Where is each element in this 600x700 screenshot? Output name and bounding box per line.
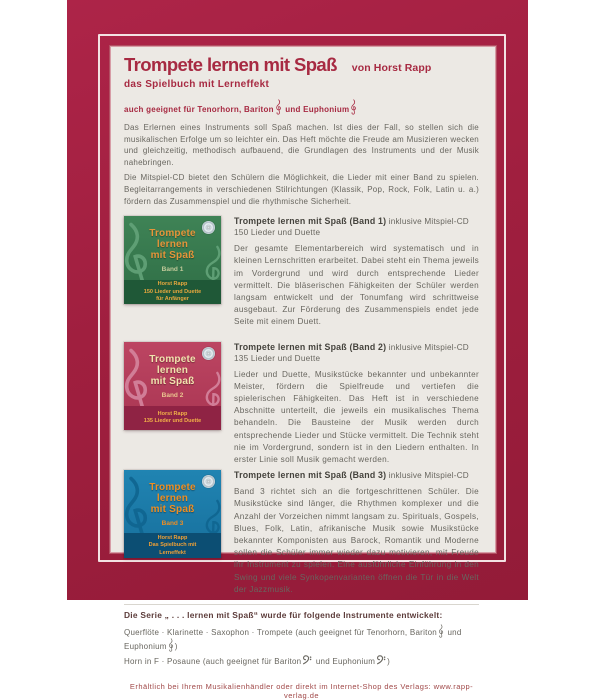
band2-description: Lieder und Duette, Musikstücke bekannter und unbekannter Meister, fördern die Spielfreude und vertiefen die spielerischen Fähigkeiten. Das Heft ist in verschiedene Abschnitte unterteilt, die jeweils ein musikalisches Thema behandeln. Die Bausteine der Musik werden durch entsprechende Lieder und Stücke vermittelt. Die Technik steht nie im Vordergrund, sondern ist in den Liedern enthalten. In erster Linie soll Musik gemacht werden. [234,369,479,464]
band2-section [124,342,479,467]
band2-cover-thumbnail [124,342,221,430]
band2-subheading: 135 Lieder und Duette [234,353,321,363]
divider-line [124,604,479,605]
band1-description: Der gesamte Elementarbereich wird systematisch und in kleinen Lernschritten erarbeitet. Dabei steht ein Thema jeweils im Vordergrund und wird durch entsprechende Lieder vermittelt. Die bläserischen Fähigkeiten der Schüler werden langsam entwickelt und der Tonumfang wird schrittweise ausgebaut. Zur Förderung des Zusammenspiels endet jede Seite mit einem Duett. [234,244,479,327]
treble-clef-icon [168,638,174,652]
cover-footer: Horst Rapp 135 Lieder und Duette [124,406,221,430]
treble-clef-icon [275,99,282,115]
band3-section [124,470,479,596]
cover-title: Trompete lernen mit Spaß [149,353,196,387]
treble-clef-icon [438,624,444,638]
cover-footer: Horst Rapp 150 Lieder und Duette für Anfänger [124,280,221,304]
intro-paragraph: Das Erlernen eines Instruments soll Spaß machen. Ist dies der Fall, so stellen sich die musikalischen Erfolge um so leichter ein. Das Heft möchte die Freude am Musizieren wecken und gleichzeitig, methodisch aufbauend, die Grundlagen des Instruments und der Musik nahebringen. [124,123,479,167]
intro-paragraph: Die Mitspiel-CD bietet den Schülern die Möglichkeit, die Lieder mit einer Band zu spielen. Begleitarrangements in verschiedenen Stilrichtungen (Klassik, Pop, Rock, Folk, Latin u. a.) fördern das Zusammenspiel und die rhythmische Sicherheit. [124,173,479,206]
series-instruments-line2: Horn in F · Posaune (auch geeignet für Bariton und Euphonium ) [124,657,391,667]
cover-title: Trompete lernen mit Spaß [149,228,196,262]
book-back-cover [67,0,528,700]
book-title: Trompete lernen mit Spaß [124,54,337,75]
band1-section [124,216,479,328]
availability-footer: Erhältlich bei Ihrem Musikalienhändler oder direkt im Internet-Shop des Verlags: www.rapp-verlag.de [129,682,474,700]
bass-clef-icon [302,655,312,665]
band2-heading: Trompete lernen mit Spaß (Band 2) inklusive Mitspiel-CD [234,341,469,352]
band1-subheading: 150 Lieder und Duette [234,228,321,238]
header [124,54,479,76]
content-panel [110,46,496,700]
series-heading: Die Serie „ . . . lernen mit Spaß“ wurde für folgende Instrumente entwickelt: [124,610,443,621]
cover-footer: Horst Rapp Das Spielbuch mit Lerneffekt [124,533,221,558]
band3-cover-thumbnail [124,470,221,558]
also-suitable-line: auch geeignet für Tenorhorn, Bariton und Euphonium [124,99,479,115]
treble-clef-icon [350,99,357,115]
bass-clef-icon [376,655,386,665]
band1-heading: Trompete lernen mit Spaß (Band 1) inklusive Mitspiel-CD [234,216,469,227]
band1-cover-thumbnail [124,216,221,304]
author-byline: von Horst Rapp [351,62,432,74]
book-subtitle: das Spielbuch mit Lerneffekt [124,79,270,90]
cover-band-label: Band 3 [161,520,184,528]
cover-band-label: Band 2 [161,391,184,399]
band3-description: Band 3 richtet sich an die fortgeschrittenen Schüler. Die Musikstücke sind länger, die Rhythmen komplexer und die Anzahl der Vorzeichen nimmt langsam zu. Spirituals, Gospels, Blues, Folk, Latin, afrikanische Musik sowie Musikstücke bekannter Komponisten aus Barock, Romantik und Moderne sollen die Schüler immer wieder dazu motivieren, mit Freude ihr Instrument zu spielen. Eine ausführliche Einführung in den Swing und viele Synkopenvarianten öffnen die Tür in die Welt der Jazzmusik. [234,487,479,594]
cover-title: Trompete lernen mit Spaß [149,482,196,516]
series-instruments-line1: Querflöte · Klarinette · Saxophon · Trompete (auch geeignet für Tenorhorn, Bariton und Euphonium ) [124,624,479,652]
cover-band-label: Band 1 [161,266,184,274]
band3-heading: Trompete lernen mit Spaß (Band 3) inklusive Mitspiel-CD [234,470,469,481]
